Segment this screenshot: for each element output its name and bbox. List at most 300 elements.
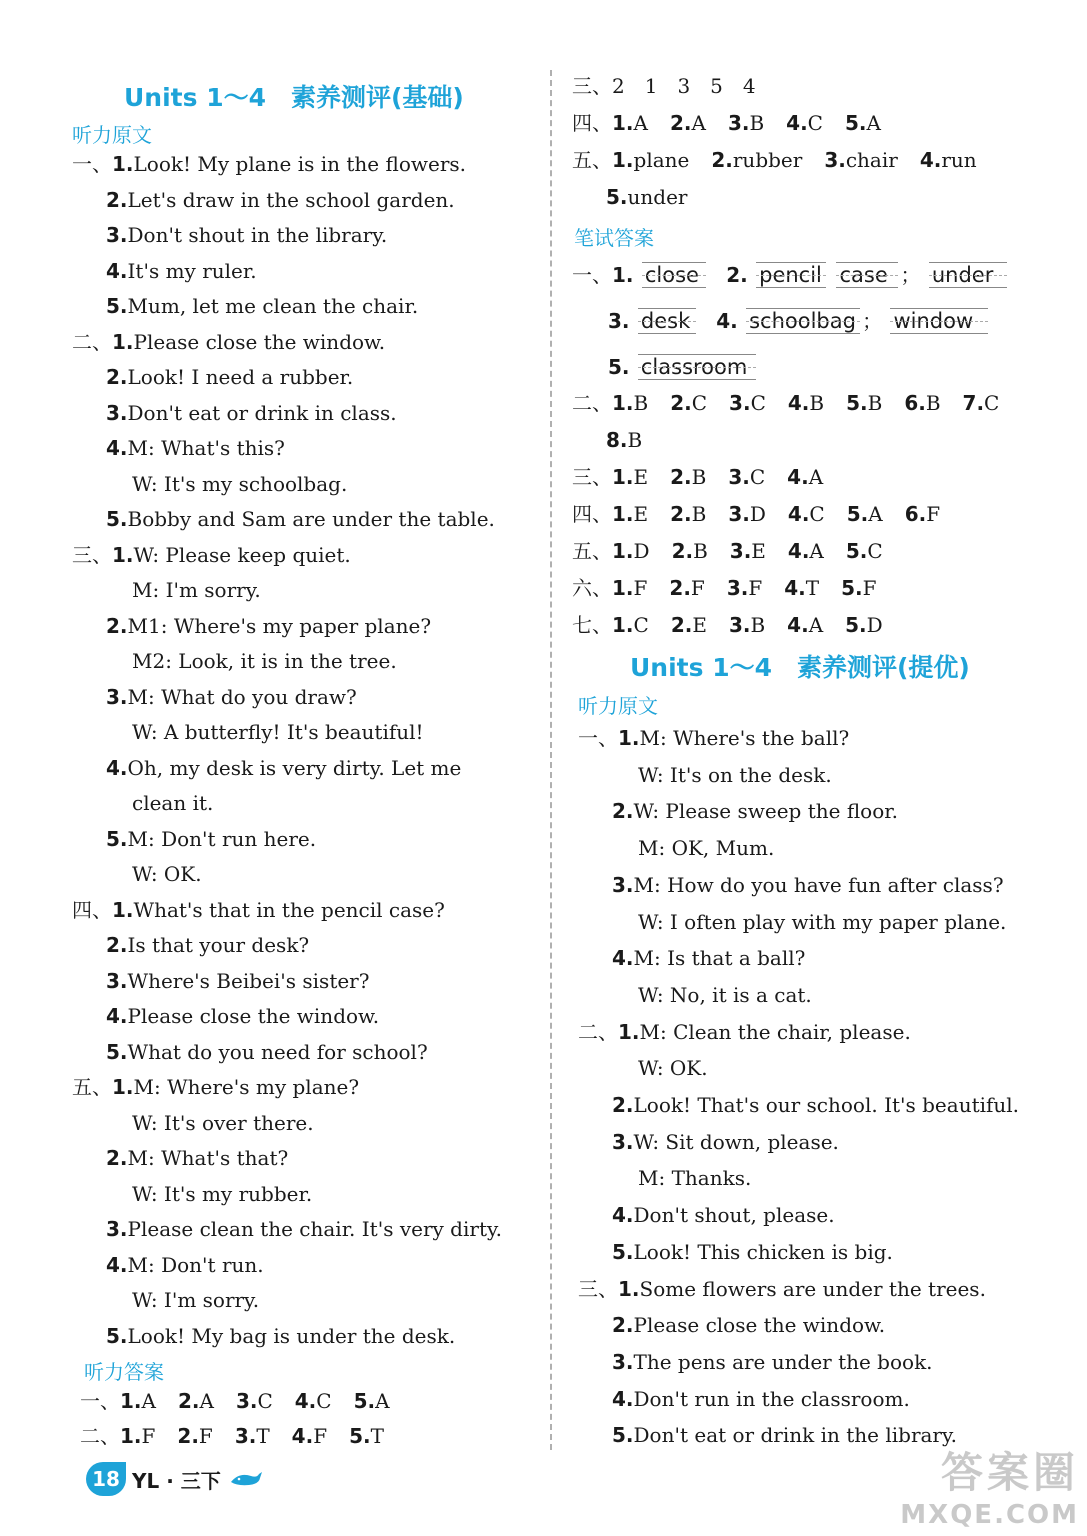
script-line <box>106 685 357 709</box>
script-line <box>106 933 309 957</box>
q-num: 3. <box>608 309 630 333</box>
script-line <box>106 756 461 780</box>
line-text: Don't run in the classroom. <box>633 1386 910 1411</box>
q-num: 7. <box>962 391 985 415</box>
line-text: Don't shout, please. <box>633 1203 835 1228</box>
q-num: 4. <box>106 1252 128 1277</box>
blank-answer: classroom <box>638 354 756 380</box>
line-text: W: Please sweep the floor. <box>633 799 898 824</box>
q-num: 1. <box>618 726 640 750</box>
line-text: M: Don't run. <box>127 1252 264 1277</box>
answer-item <box>612 502 648 526</box>
line-text: M: OK, Mum. <box>638 836 775 861</box>
q-num: 5. <box>106 826 128 851</box>
script-line <box>106 401 397 425</box>
q-num: 1. <box>120 1389 142 1413</box>
q-num: 1. <box>112 897 134 922</box>
q-num: 8. <box>606 428 628 452</box>
answer-value: B <box>809 391 825 415</box>
q-num: 3. <box>612 1129 634 1154</box>
script-line <box>132 1182 312 1206</box>
q-num: 5. <box>353 1389 376 1413</box>
answer-item <box>612 613 649 637</box>
q-num: 4. <box>612 946 634 971</box>
q-mark: 四、 <box>572 502 612 526</box>
answer-item <box>920 148 977 172</box>
answer-value: E <box>633 465 649 489</box>
q-num: 3. <box>106 400 128 425</box>
answer-row <box>572 539 905 563</box>
answer-item <box>612 539 650 563</box>
script-line <box>612 873 1004 897</box>
answer-item <box>846 539 883 563</box>
answer-value: run <box>941 148 977 172</box>
q-num: 1. <box>618 1019 640 1044</box>
q-num: 1. <box>612 613 634 637</box>
line-text: W: A butterfly! It's beautiful! <box>132 720 424 744</box>
line-text: W: I'm sorry. <box>132 1288 260 1312</box>
answer-item <box>711 148 802 172</box>
q-num: 5. <box>106 294 128 318</box>
section-title-basic: Units 1～4 素养测评(基础) <box>124 83 464 112</box>
answer-item <box>612 465 648 489</box>
answer-value: F <box>198 1424 213 1448</box>
answer-value: B <box>633 391 649 415</box>
answer-value: rubber <box>732 148 803 172</box>
script-line <box>132 578 261 602</box>
answer-value: B <box>925 391 941 415</box>
answer-row <box>572 148 999 172</box>
line-text: Where's Beibei's sister? <box>127 968 370 993</box>
script-line <box>106 223 387 247</box>
q-num: 3. <box>729 391 751 415</box>
answer-row <box>606 185 709 209</box>
script-line <box>72 152 466 176</box>
blank-row-2 <box>608 308 990 334</box>
q-mark: 三、 <box>572 465 612 489</box>
script-line <box>106 507 495 531</box>
q-num: 1. <box>612 263 634 287</box>
answer-item <box>845 613 883 637</box>
q-num: 3. <box>106 684 128 709</box>
line-text: Let's draw in the school garden. <box>127 187 455 212</box>
line-text: M: Thanks. <box>638 1166 752 1191</box>
line-text: M: I'm sorry. <box>132 578 261 602</box>
answer-item <box>120 1389 156 1413</box>
q-num: 3. <box>106 1217 128 1241</box>
line-text: M: What's that? <box>127 1146 289 1170</box>
answer-row <box>606 428 664 452</box>
q-num: 1. <box>112 329 134 354</box>
line-text: M: Where's my plane? <box>133 1075 360 1099</box>
q-num: 5. <box>606 185 628 209</box>
line-text: Don't shout in the library. <box>127 223 388 247</box>
q-num: 2. <box>612 1313 634 1338</box>
script-line <box>72 330 385 354</box>
q-num: 2. <box>106 613 128 638</box>
answer-item <box>788 539 824 563</box>
q-num: 3. <box>729 539 752 563</box>
answer-item <box>841 576 876 600</box>
answer-value: E <box>633 502 649 526</box>
answer-item <box>670 465 706 489</box>
script-line <box>612 1313 885 1337</box>
answer-value: A <box>809 539 824 563</box>
answer-value: B <box>693 539 708 563</box>
answer-value: D <box>749 502 766 526</box>
answer-item <box>784 576 819 600</box>
answer-value: A <box>868 502 883 526</box>
q-num: 4. <box>787 391 810 415</box>
line-text: Bobby and Sam are under the table. <box>127 507 495 531</box>
script-line <box>578 1277 986 1301</box>
q-mark: 五、 <box>572 148 612 172</box>
line-text: Don't eat or drink in class. <box>127 400 397 425</box>
blank-row-3 <box>608 354 758 380</box>
answer-row <box>572 111 903 135</box>
line-text: Look! I need a rubber. <box>127 365 354 389</box>
q-num: 2. <box>670 502 692 526</box>
script-line <box>612 1093 1019 1117</box>
q-num: 4. <box>787 613 809 637</box>
q-num: 5. <box>106 507 128 531</box>
script-line <box>132 649 397 673</box>
answer-item <box>728 465 765 489</box>
answer-item <box>670 502 706 526</box>
answer-item <box>847 502 883 526</box>
answer-row <box>80 1424 406 1448</box>
blank-answer: case <box>836 262 898 288</box>
script-line <box>612 799 898 823</box>
watermark-logo: 答案圈 <box>940 1448 1079 1497</box>
script-line <box>612 1130 839 1154</box>
line-text: Please close the window. <box>633 1313 886 1338</box>
q-num: 2. <box>726 263 748 287</box>
answer-value: F <box>313 1424 328 1448</box>
line-text: What do you need for school? <box>127 1039 428 1064</box>
answer-row <box>572 391 1021 415</box>
answer-item <box>178 1389 214 1413</box>
answer-row <box>572 74 756 98</box>
answer-value: D <box>633 539 650 563</box>
answer-value: F <box>633 576 648 600</box>
answer-value: C <box>633 613 649 637</box>
q-num: 3. <box>727 111 750 135</box>
script-line <box>638 910 1006 934</box>
script-line <box>106 614 431 638</box>
script-line <box>106 1324 455 1348</box>
q-num: 1. <box>612 539 634 563</box>
answer-item <box>606 185 687 209</box>
section-title-advanced: Units 1～4 素养测评(提优) <box>630 653 970 682</box>
q-num: 4. <box>787 539 810 563</box>
line-text: W: OK. <box>132 862 202 886</box>
answer-row <box>80 1389 412 1413</box>
q-mark: 四、 <box>572 111 612 135</box>
blank-answer: pencil <box>756 262 826 288</box>
answer-value: C <box>867 539 883 563</box>
q-num: 3. <box>234 1424 257 1448</box>
line-text: W: Sit down, please. <box>633 1129 839 1154</box>
blank-answer: close <box>642 262 706 288</box>
q-mark: 五、 <box>72 1075 112 1099</box>
answer-value: A <box>691 111 706 135</box>
answer-item <box>671 613 707 637</box>
listening-script-heading: 听力原文 <box>72 123 152 147</box>
script-line <box>638 763 832 787</box>
q-mark: 一、 <box>80 1389 120 1413</box>
line-text: Please close the window. <box>133 329 386 354</box>
line-text: M: What's this? <box>127 436 285 460</box>
answer-value: F <box>748 576 763 600</box>
script-line <box>132 791 213 815</box>
q-num: 4. <box>106 1004 128 1028</box>
q-mark: 四、 <box>72 897 112 922</box>
script-line <box>106 436 285 460</box>
q-num: 4. <box>787 502 810 526</box>
answer-value: C <box>257 1389 273 1413</box>
line-text: W: No, it is a cat. <box>638 982 812 1007</box>
script-line <box>132 862 202 886</box>
answer-item <box>670 111 706 135</box>
line-text: The pens are under the book. <box>633 1349 933 1374</box>
script-line <box>106 1217 502 1241</box>
script-line <box>72 1075 359 1099</box>
script-line <box>638 1056 708 1080</box>
answer-value: A <box>375 1389 390 1413</box>
q-mark: 一、 <box>578 726 618 750</box>
answer-item <box>349 1424 384 1448</box>
q-num: 2. <box>670 613 693 637</box>
line-text: W: It's my schoolbag. <box>132 471 348 496</box>
answer-item <box>788 502 825 526</box>
q-mark: 六、 <box>572 576 612 600</box>
script-line <box>72 898 445 922</box>
q-mark: 七、 <box>572 613 612 637</box>
q-num: 4. <box>294 1389 317 1413</box>
answer-item <box>612 391 648 415</box>
q-num: 5. <box>612 1423 634 1448</box>
answer-item <box>612 148 689 172</box>
script-line <box>612 1350 933 1374</box>
q-num: 5. <box>349 1424 371 1448</box>
script-line <box>106 294 418 318</box>
script-line <box>132 1111 314 1135</box>
answer-item <box>672 539 708 563</box>
answer-item <box>236 1389 273 1413</box>
answer-item <box>235 1424 270 1448</box>
q-num: 5. <box>841 576 863 600</box>
answer-value: C <box>984 391 1000 415</box>
answer-value: E <box>751 539 766 563</box>
script-line <box>106 259 257 283</box>
q-num: 1. <box>612 465 634 489</box>
q-num: 2. <box>612 799 634 824</box>
q-num: 1. <box>612 391 634 415</box>
answer-value: A <box>808 613 824 637</box>
answer-value: B <box>867 391 883 415</box>
script-line <box>578 1020 911 1044</box>
line-text: Please clean the chair. It's very dirty. <box>127 1217 502 1241</box>
script-line <box>638 836 774 860</box>
written-answers-heading: 笔试答案 <box>574 226 654 250</box>
q-num: 2. <box>669 576 691 600</box>
answer-value: A <box>866 111 881 135</box>
q-mark: 三、 <box>578 1276 618 1301</box>
q-num: 3. <box>106 968 128 993</box>
q-num: 4. <box>106 436 128 460</box>
blank-answer: schoolbag <box>746 308 860 334</box>
q-num: 4. <box>106 258 128 283</box>
q-num: 5. <box>608 355 630 379</box>
answer-item <box>904 391 940 415</box>
q-num: 2. <box>669 111 692 135</box>
line-text: Some flowers are under the trees. <box>639 1276 986 1301</box>
answer-item <box>787 465 823 489</box>
line-text: M: Don't run here. <box>127 826 317 851</box>
answer-item <box>612 576 647 600</box>
answer-item <box>120 1424 155 1448</box>
blank-row-1 <box>572 262 1009 288</box>
answer-item <box>177 1424 212 1448</box>
q-num: 4. <box>106 755 128 780</box>
answer-row <box>572 502 962 526</box>
answer-item <box>292 1424 327 1448</box>
q-num: 2. <box>670 391 692 415</box>
q-num: 5. <box>846 502 869 526</box>
q-num: 3. <box>728 502 750 526</box>
q-num: 2. <box>106 187 128 212</box>
q-num: 4. <box>291 1424 314 1448</box>
answer-value: B <box>627 428 643 452</box>
answer-item <box>963 391 1000 415</box>
separator: ； <box>900 263 921 287</box>
q-mark: 二、 <box>72 329 112 354</box>
answer-value: B <box>749 111 765 135</box>
q-num: 3. <box>612 872 634 897</box>
q-num: 1. <box>120 1424 142 1448</box>
q-num: 5. <box>845 539 868 563</box>
line-text: W: Please keep quiet. <box>133 542 351 567</box>
answer-item <box>729 391 766 415</box>
answer-item <box>728 111 764 135</box>
q-num: 2. <box>106 933 128 957</box>
answer-value: C <box>749 465 766 489</box>
answer-value: T <box>256 1424 270 1448</box>
answer-value: C <box>691 391 708 415</box>
page-number: 18 <box>86 1462 126 1496</box>
answer-item <box>824 148 897 172</box>
answer-item <box>787 613 823 637</box>
line-text: W: It's my rubber. <box>132 1181 313 1206</box>
q-num: 4. <box>786 111 808 135</box>
q-num: 1. <box>612 502 634 526</box>
line-text: M: Where's the ball? <box>639 726 850 750</box>
q-num: 4. <box>612 1203 634 1228</box>
answer-value: C <box>807 111 823 135</box>
script-line <box>106 365 353 389</box>
answer-value: A <box>633 111 648 135</box>
q-num: 4. <box>716 309 738 333</box>
q-num: 6. <box>904 391 926 415</box>
q-num: 1. <box>112 152 134 176</box>
page-footer <box>86 1462 263 1496</box>
script-line <box>132 472 347 496</box>
script-line <box>638 1166 751 1190</box>
watermark <box>900 1440 1079 1530</box>
script-line <box>106 827 316 851</box>
answer-value: B <box>750 613 766 637</box>
line-text: M: How do you have fun after class? <box>633 872 1004 897</box>
script-line <box>578 726 849 750</box>
answer-value: C <box>316 1389 332 1413</box>
answer-item <box>786 111 823 135</box>
line-text: M: What do you draw? <box>127 684 357 709</box>
q-mark: 一、 <box>572 263 612 287</box>
answer-item <box>845 111 881 135</box>
q-num: 1. <box>112 542 134 567</box>
script-line <box>612 1240 893 1264</box>
answer-item <box>729 613 765 637</box>
q-num: 2. <box>177 1424 199 1448</box>
separator: ； <box>862 309 883 333</box>
listening-script-heading-2: 听力原文 <box>578 694 658 718</box>
answer-item <box>606 428 642 452</box>
answer-value: C <box>750 391 766 415</box>
line-text: Look! My plane is in the flowers. <box>133 152 467 176</box>
q-num: 2. <box>106 365 128 389</box>
script-line <box>106 969 369 993</box>
answer-value: E <box>692 613 707 637</box>
q-mark: 五、 <box>572 539 612 563</box>
script-line <box>106 1146 288 1170</box>
answer-item <box>670 391 707 415</box>
q-num: 3. <box>728 465 750 489</box>
q-mark: 二、 <box>80 1424 120 1448</box>
answer-value: A <box>808 465 824 489</box>
q-num: 2. <box>177 1389 200 1413</box>
listening-answers-heading: 听力答案 <box>84 1360 164 1384</box>
answer-item <box>905 502 940 526</box>
q-mark: 一、 <box>72 152 112 176</box>
line-text: M: Is that a ball? <box>633 946 806 971</box>
line-text: M2: Look, it is in the tree. <box>132 649 397 673</box>
line-text: Oh, my desk is very dirty. Let me <box>127 755 462 780</box>
answer-value: C <box>809 502 825 526</box>
answer-value: T <box>805 576 820 600</box>
q-num: 5. <box>612 1239 634 1264</box>
script-line <box>106 188 455 212</box>
q-num: 5. <box>106 1039 128 1064</box>
line-text: Look! My bag is under the desk. <box>127 1323 456 1348</box>
q-num: 1. <box>112 1075 134 1099</box>
q-num: 1. <box>612 576 634 600</box>
answer-value: under <box>627 185 688 209</box>
answer-value: B <box>691 465 707 489</box>
blank-answer: desk <box>638 308 696 334</box>
q-num: 1. <box>618 1276 640 1301</box>
q-mark: 二、 <box>572 391 612 415</box>
line-text: Look! This chicken is big. <box>633 1239 893 1264</box>
q-num: 2. <box>612 1093 634 1117</box>
line-text: W: It's over there. <box>132 1110 314 1135</box>
book-code: YL · 三下 <box>132 1468 221 1493</box>
line-text: Is that your desk? <box>127 933 310 957</box>
answer-value: T <box>370 1424 384 1448</box>
answer-item <box>788 391 824 415</box>
answer-item <box>846 391 882 415</box>
answer-item <box>730 539 766 563</box>
